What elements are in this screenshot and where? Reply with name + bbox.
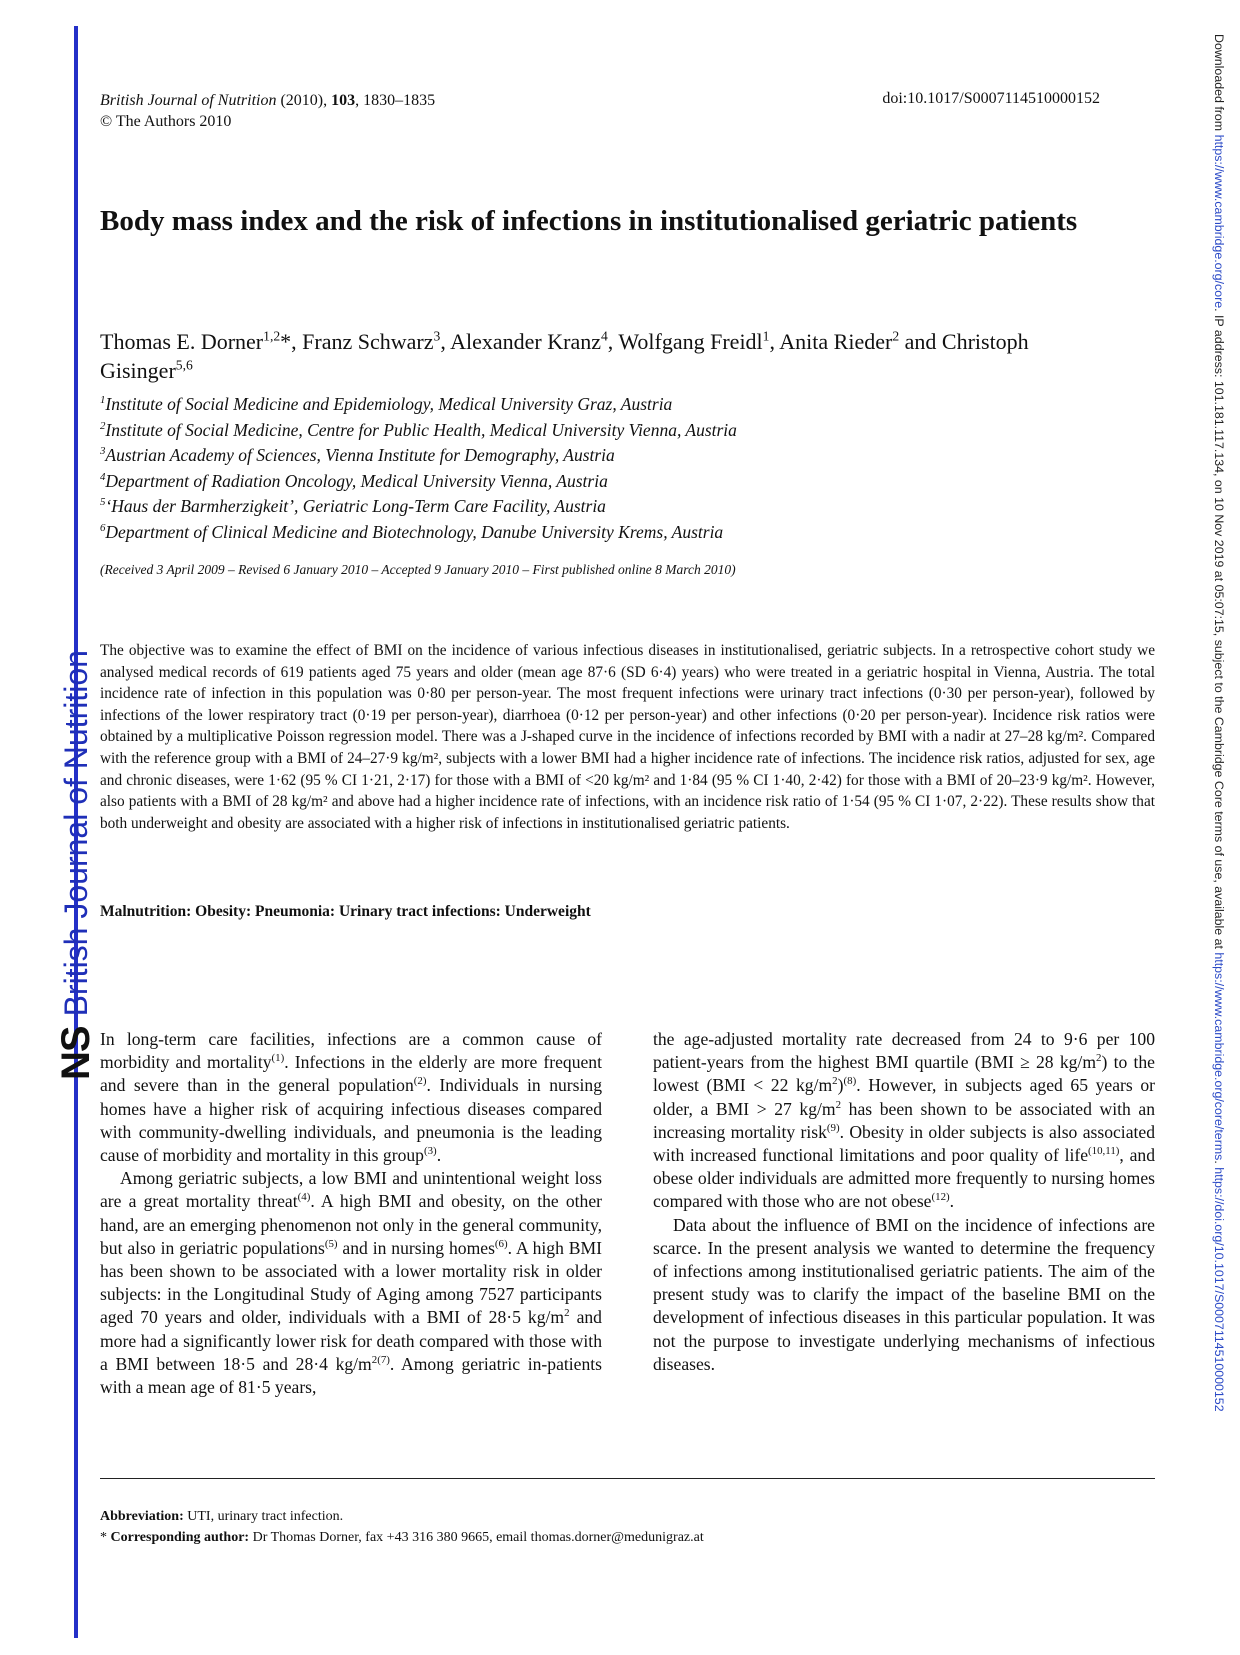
author-list — [100, 327, 1100, 385]
citation-superscript: (12) — [931, 1191, 950, 1204]
body-paragraph — [100, 1167, 602, 1399]
affiliation — [100, 392, 1100, 418]
author-affiliation-mark: 1,2 — [263, 328, 281, 344]
body-column-left — [100, 1028, 602, 1399]
abbreviation-text: UTI, urinary tract infection. — [183, 1509, 344, 1524]
journal-citation — [100, 90, 435, 132]
citation-superscript: (6) — [494, 1237, 508, 1250]
affiliation-number: 2 — [100, 419, 106, 432]
abbreviation-label: Abbreviation: — [100, 1509, 184, 1524]
author-affiliation-mark: 3 — [433, 328, 441, 344]
affiliation-number: 4 — [100, 470, 106, 483]
affiliation — [100, 494, 1100, 520]
corresponding-footnote — [100, 1527, 704, 1548]
body-text: . Infections in the elderly are more frequent and severe than in the general population — [100, 1052, 602, 1096]
body-text: . Individuals in nursing homes have a higher risk of acquiring infectious diseases compared with community-dwelling individuals, and pneumonia is the leading cause of morbidity and mortality in this group — [100, 1075, 602, 1166]
body-text: , and obese older individuals are admitted more frequently to nursing homes compared with those who are not obese — [653, 1145, 1155, 1212]
body-text: . — [436, 1145, 442, 1166]
citation-superscript: (3) — [423, 1145, 437, 1158]
doi: doi:10.1017/S0007114510000152 — [882, 90, 1100, 107]
body-text: and in nursing homes — [337, 1237, 495, 1258]
citation-superscript: 2 — [1096, 1052, 1102, 1065]
affiliation — [100, 469, 1100, 495]
citation-superscript: (9) — [826, 1121, 840, 1134]
paper-title: Body mass index and the risk of infections in institutionalised geriatric patients — [100, 205, 1078, 237]
download-note — [1212, 34, 1226, 1412]
author-affiliation-mark: 5,6 — [175, 357, 193, 373]
citation-superscript: (10,11) — [1088, 1145, 1120, 1158]
author-name: Anita Rieder — [779, 329, 893, 354]
citation-superscript: (5) — [324, 1237, 338, 1250]
author-separator: and — [899, 329, 942, 354]
footnotes — [100, 1506, 704, 1548]
author-name: Alexander Kranz — [450, 329, 601, 354]
citation-superscript: (1) — [271, 1052, 285, 1065]
footnote-rule — [100, 1478, 1155, 1479]
affiliation-list — [100, 392, 1100, 545]
affiliation — [100, 520, 1100, 546]
body-paragraph — [653, 1214, 1155, 1376]
affiliation-number: 6 — [100, 521, 106, 534]
journal-name: British Journal of Nutrition — [100, 92, 277, 109]
body-text: ) — [837, 1075, 844, 1096]
cambridge-core-link[interactable]: https://www.cambridge.org/core — [1212, 134, 1226, 309]
body-text: . However, in subjects aged 65 years or older, a BMI > 27 kg/m — [653, 1075, 1156, 1119]
affiliation-text: Austrian Academy of Sciences, Vienna Institute for Demography, Austria — [105, 445, 615, 465]
author-name: Wolfgang Freidl — [618, 329, 763, 354]
citation-superscript: (4) — [297, 1191, 311, 1204]
affiliation-text: ‘Haus der Barmherzigkeit’, Geriatric Long-Term Care Facility, Austria — [105, 496, 606, 516]
body-text: . A high BMI has been shown to be associated with a lower mortality risk in older subjects: in the Longitudinal Study of Aging among 7527 participants aged 70 years and older, individuals with a BMI of 28·5 kg/m — [100, 1237, 603, 1328]
abstract — [100, 640, 1155, 834]
body-text: Data about the influence of BMI on the incidence of infections are scarce. In the present analysis we wanted to determine the frequency of infections among institutionalised geriatric patients. The aim of the present study was to clarify the impact of the baseline BMI on the development of infectious diseases in this particular population. It was not the purpose to investigate underlying mechanisms of infectious diseases. — [653, 1214, 1155, 1374]
affiliation-text: Department of Clinical Medicine and Biotechnology, Danube University Krems, Austria — [105, 521, 724, 542]
citation-superscript: (8) — [843, 1075, 857, 1088]
affiliation-number: 1 — [100, 394, 106, 407]
body-paragraph — [653, 1028, 1155, 1214]
body-text: Among geriatric subjects, a low BMI and unintentional weight loss are a great mortality threat — [100, 1168, 602, 1212]
author-name: Thomas E. Dorner — [100, 329, 264, 354]
terms-link[interactable]: https://www.cambridge.org/core/terms — [1212, 952, 1226, 1161]
received-dates: (Received 3 April 2009 – Revised 6 January 2010 – Accepted 9 January 2010 – First published online 8 March 2010) — [100, 562, 736, 577]
body-text: . A high BMI and obesity, on the other hand, are an emerging phenomenon not only in the general community, but also in geriatric populations — [100, 1191, 602, 1258]
author-affiliation-mark: 4 — [600, 328, 608, 344]
body-text: . — [949, 1191, 955, 1212]
affiliation-text: Department of Radiation Oncology, Medical University Vienna, Austria — [105, 470, 608, 491]
body-text: . Obesity in older subjects is also associated with increased functional limitations and poor quality of life — [653, 1121, 1155, 1166]
body-text: and more had a significantly lower risk for death compared with those with a BMI between 18·5 and 28·4 kg/m — [100, 1307, 602, 1374]
citation-superscript: 2 — [832, 1075, 838, 1088]
ns-logo: NS — [54, 1026, 98, 1080]
corresponding-label: Corresponding author: — [110, 1530, 250, 1545]
author-separator: , — [440, 329, 451, 354]
affiliation-number: 3 — [100, 445, 106, 458]
journal-year: (2010), — [280, 92, 328, 109]
citation-superscript: 2(7) — [371, 1353, 390, 1366]
citation-superscript: 2 — [564, 1307, 570, 1320]
author-separator: , — [769, 329, 780, 354]
corresponding-star: * — [100, 1530, 111, 1545]
body-text: ) to the lowest (BMI < 22 kg/m — [653, 1052, 1155, 1096]
body-paragraph — [100, 1028, 602, 1167]
affiliation — [100, 443, 1100, 469]
body-text: has been shown to be associated with an increasing mortality risk — [653, 1098, 1155, 1142]
body-column-right — [653, 1028, 1155, 1376]
author-separator: , — [607, 329, 619, 354]
journal-brand-name: British Journal of Nutrition — [58, 650, 94, 1017]
affiliation-number: 5 — [100, 496, 106, 509]
affiliation-text: Institute of Social Medicine and Epidemiology, Medical University Graz, Austria — [105, 394, 673, 414]
download-note-middle: . IP address: 101.181.117.134, on 10 Nov 2019 at 05:07:15, subject to the Cambridge Core terms of use, available at — [1212, 308, 1226, 953]
download-note-lead: Downloaded from — [1212, 34, 1226, 135]
body-text: In long-term care facilities, infections are a common cause of morbidity and mortality — [100, 1029, 602, 1073]
copyright: © The Authors 2010 — [100, 113, 232, 130]
download-note-sep: . — [1212, 1160, 1226, 1168]
citation-superscript: 2 — [835, 1098, 842, 1111]
author-name: Franz Schwarz — [302, 329, 434, 354]
abbreviation-footnote — [100, 1506, 704, 1527]
corresponding-text: Dr Thomas Dorner, fax +43 316 380 9665, email thomas.dorner@medunigraz.at — [249, 1530, 704, 1545]
author-affiliation-mark: 1 — [762, 328, 770, 344]
journal-volume: 103 — [331, 92, 356, 109]
affiliation — [100, 418, 1100, 444]
citation-superscript: (2) — [413, 1075, 427, 1088]
author-affiliation-mark: 2 — [892, 328, 900, 344]
author-separator: *, — [280, 329, 303, 354]
keywords: Malnutrition: Obesity: Pneumonia: Urinary tract infections: Underweight — [100, 903, 591, 920]
body-text: the age-adjusted mortality rate decreased from 24 to 9·6 per 100 patient-years from the highest BMI quartile (BMI ≥ 28 kg/m — [653, 1029, 1155, 1073]
abstract-text: The objective was to examine the effect of BMI on the incidence of various infectious diseases in institutionalised, geriatric subjects. In a retrospective cohort study we analysed medical records of 619 patients aged 75 years and older (mean age 87·6 (SD 6·4) years) who were treated in a geriatric hospital in Vienna, Austria. The total incidence rate of infection in this population was 0·80 per person-year. The most frequent infections were urinary tract infections (0·30 per person-year), followed by infections of the lower respiratory tract (0·19 per person-year), diarrhoea (0·12 per person-year) and other infections (0·20 per person-year). Incidence risk ratios were obtained by a multiplicative Poisson regression model. There was a J-shaped curve in the incidence of infections recorded by BMI with a nadir at 27–28 kg/m². Compared with the reference group with a BMI of 24–27·9 kg/m², subjects with a lower BMI had a higher incidence rate of infections. The incidence risk ratios, adjusted for sex, age and chronic diseases, were 1·62 (95 % CI 1·21, 2·17) for those with a BMI of <20 kg/m² and 1·84 (95 % CI 1·40, 2·42) for those with a BMI of 20–23·9 kg/m². However, also patients with a BMI of 28 kg/m² and above had a higher incidence rate of infections, with an incidence risk ratio of 1·54 (95 % CI 1·07, 2·22). These results show that both underweight and obesity are associated with a higher risk of infections in institutionalised geriatric patients. — [100, 642, 1155, 832]
journal-brand — [54, 650, 99, 1080]
journal-pages: , 1830–1835 — [355, 92, 436, 109]
doi-link[interactable]: https://doi.org/10.1017/S0007114510000152 — [1212, 1167, 1226, 1412]
author-name: Christoph Gisinger — [100, 329, 1029, 383]
body-text: . Among geriatric in-patients with a mean age of 81·5 years, — [100, 1353, 602, 1398]
affiliation-text: Institute of Social Medicine, Centre for Public Health, Medical University Vienna, Austria — [105, 419, 737, 440]
